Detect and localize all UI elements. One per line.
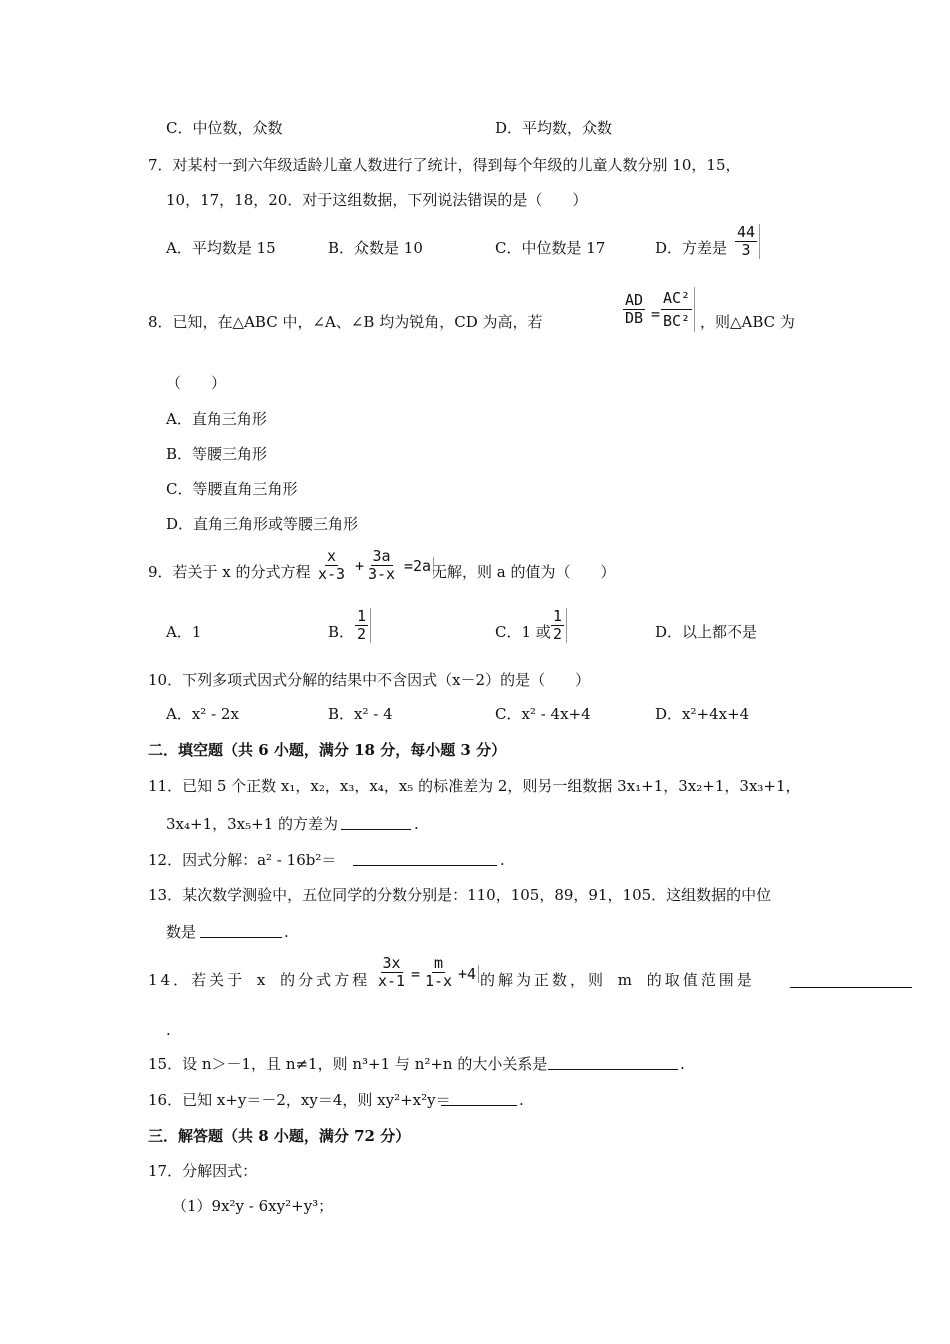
q12-answer-blank[interactable] (353, 851, 497, 866)
q8-option-b: B．等腰三角形 (166, 445, 268, 463)
q8-fraction-ad-db (623, 292, 645, 327)
q13-answer-blank[interactable] (200, 923, 282, 938)
q8-paren: （ ） (166, 374, 227, 392)
q14-stem-post: 的解为正数，则 m 的取值范围是 (480, 971, 755, 989)
q15-answer-blank[interactable] (548, 1055, 678, 1070)
q7-variance-fraction (735, 224, 760, 259)
q9-option-a: A．1 (166, 623, 202, 641)
q8-f1-den: DB (625, 309, 644, 327)
q9-f1-den: x-3 (318, 565, 346, 583)
q8-stem-post: ，则△ABC 为 (700, 313, 795, 331)
q9-option-c-fraction (551, 608, 567, 643)
q14-f2-den: 1-x (425, 972, 453, 990)
q9-stem-post: 无解，则 a 的值为（ ） (432, 563, 616, 581)
q10-stem: 10．下列多项式因式分解的结果中不含因式（x－2）的是（ ） (148, 671, 591, 689)
q8-fraction-ac-bc (661, 287, 695, 332)
section-2-heading: 二．填空题（共 6 小题，满分 18 分，每小题 3 分） (148, 741, 507, 759)
q8-equals: = (651, 305, 661, 323)
section-3-heading: 三．解答题（共 8 小题，满分 72 分） (148, 1127, 411, 1145)
q16-answer-blank[interactable] (441, 1091, 517, 1106)
q12-end: . (500, 851, 505, 869)
q14-f2-num: m (434, 954, 444, 972)
q10-option-b: B．x² - 4 (328, 705, 393, 723)
q7-variance-num: 44 (737, 223, 756, 241)
q12-stem: 12．因式分解：a² - 16b²＝ (148, 851, 337, 869)
q17-part-1: （1）9x²y - 6xy²+y³； (172, 1197, 334, 1215)
q9-option-d: D．以上都不是 (655, 623, 758, 641)
q9-option-b-fraction (355, 608, 371, 643)
q10-option-d: D．x²+4x+4 (655, 705, 750, 723)
q8-stem-pre: 8．已知，在△ABC 中，∠A、∠B 均为锐角，CD 为高，若 (148, 313, 543, 331)
q8-option-d: D．直角三角形或等腰三角形 (166, 515, 359, 533)
q16-stem: 16．已知 x+y＝－2，xy＝4，则 xy²+x²y＝ (148, 1091, 451, 1109)
q7-option-b: B．众数是 10 (328, 239, 423, 257)
q14-plus-4: +4 (458, 965, 479, 983)
q8-f2-den: BC² (663, 312, 691, 330)
q14-fraction-2 (423, 955, 454, 990)
q14-f1-den: x-1 (378, 972, 406, 990)
q14-f1-num: 3x (382, 954, 401, 972)
q8-f2-num: AC² (661, 287, 692, 310)
q13-end: . (284, 923, 289, 941)
q9-f2-num: 3a (372, 547, 391, 565)
q13-stem-line1: 13．某次数学测验中，五位同学的分数分别是：110，105，89，91，105．这组数据的中位 (148, 886, 772, 904)
q7-option-c: C．中位数是 17 (495, 239, 606, 257)
q7-variance-den: 3 (741, 241, 751, 259)
q7-stem-line2: 10，17，18，20．对于这组数据，下列说法错误的是（ ） (166, 191, 588, 209)
q9-fraction-2 (366, 548, 397, 583)
q7-stem-line1: 7．对某村一到六年级适龄儿童人数进行了统计，得到每个年级的儿童人数分别 10，15， (148, 156, 741, 174)
q8-option-a: A．直角三角形 (166, 410, 267, 428)
q14-end: . (166, 1021, 171, 1039)
q10-option-a: A．x² - 2x (166, 705, 239, 723)
q16-end: . (519, 1091, 524, 1109)
q11-answer-blank[interactable] (341, 815, 411, 830)
q9-option-c: C．1 或 (495, 623, 551, 641)
q9-opt-c-num: 1 (553, 607, 563, 625)
q11-stem-line1: 11．已知 5 个正数 x₁，x₂，x₃，x₄，x₅ 的标准差为 2，则另一组数据 3x₁+1，3x₂+1，3x₃+1， (148, 777, 801, 795)
q13-stem-line2: 数是 (166, 923, 197, 941)
q9-stem-pre: 9．若关于 x 的分式方程 (148, 563, 311, 581)
q9-opt-b-num: 1 (357, 607, 367, 625)
q9-fraction-1 (316, 548, 347, 583)
q7-option-d: D．方差是 (655, 239, 728, 257)
q9-option-b: B． (328, 623, 355, 641)
q14-equals: = (411, 965, 421, 983)
q10-option-c: C．x² - 4x+4 (495, 705, 591, 723)
q14-fraction-1 (376, 955, 407, 990)
q15-end: . (680, 1055, 685, 1073)
q17-stem: 17．分解因式： (148, 1162, 258, 1180)
q9-f2-den: 3-x (368, 565, 396, 583)
q11-end: . (414, 815, 419, 833)
q15-stem: 15．设 n＞－1，且 n≠1，则 n³+1 与 n²+n 的大小关系是 (148, 1055, 548, 1073)
q6-option-c: C．中位数，众数 (166, 119, 283, 137)
q11-stem-line2: 3x₄+1，3x₅+1 的方差为 (166, 815, 339, 833)
q9-equals-2a: =2a (404, 557, 434, 575)
q14-stem-pre: 14．若关于 x 的分式方程 (148, 971, 371, 989)
q14-answer-blank[interactable] (790, 973, 912, 988)
q9-opt-b-den: 2 (357, 625, 367, 643)
q9-opt-c-den: 2 (553, 625, 563, 643)
q9-plus: + (355, 557, 365, 575)
q8-option-c: C．等腰直角三角形 (166, 480, 298, 498)
q9-f1-num: x (327, 547, 337, 565)
q6-option-d: D．平均数，众数 (495, 119, 613, 137)
q7-option-a: A．平均数是 15 (166, 239, 276, 257)
q8-f1-num: AD (625, 291, 644, 309)
